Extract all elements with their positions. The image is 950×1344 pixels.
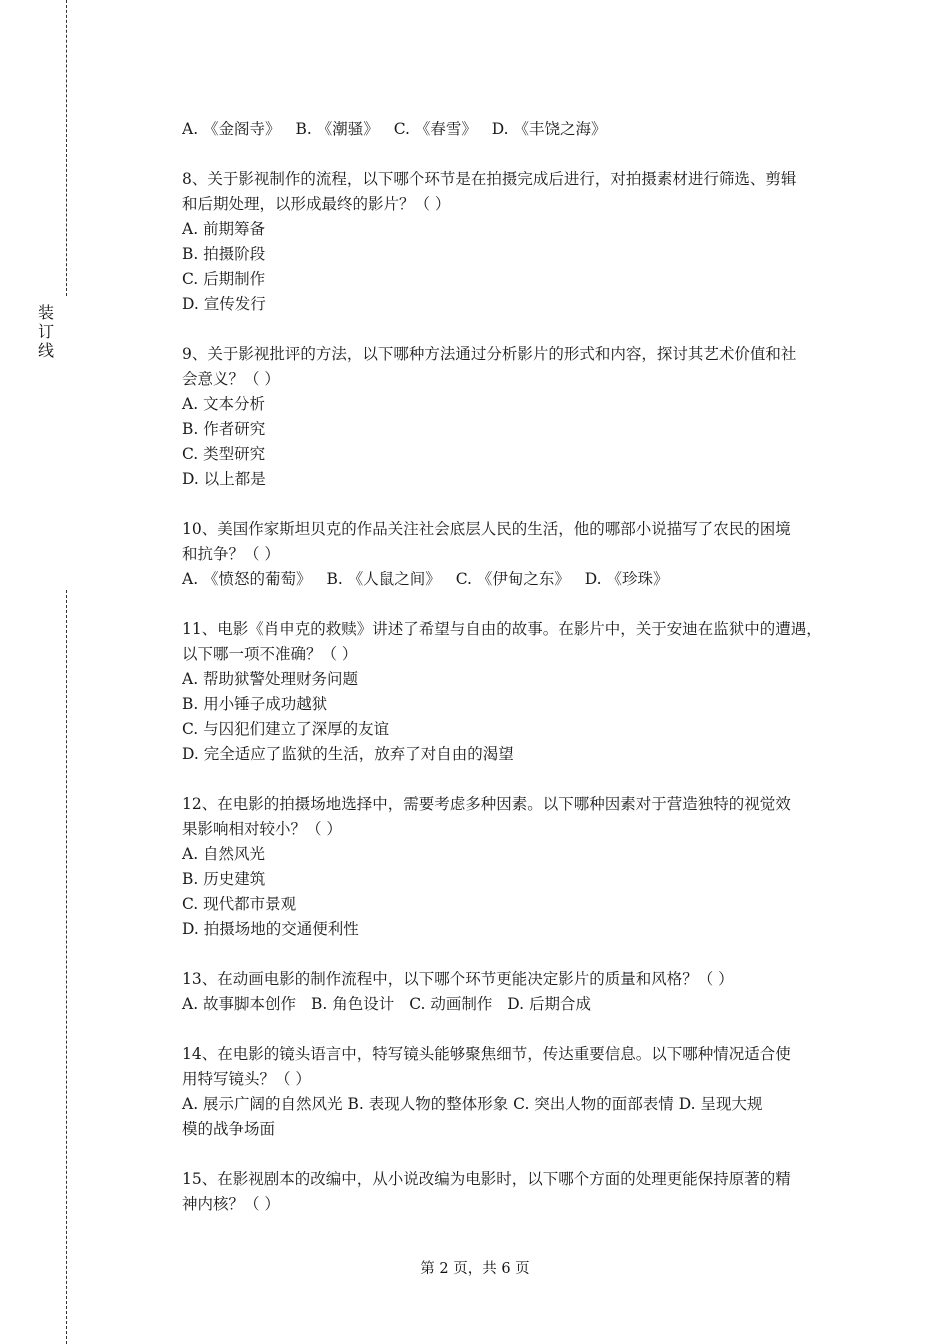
option-b: B. 历史建筑: [182, 870, 266, 888]
binding-label-char: 装: [37, 303, 54, 322]
question-15: [182, 1167, 847, 1217]
option-c: C. 类型研究: [182, 445, 266, 463]
question-9: [182, 342, 847, 492]
option-c: C. 现代都市景观: [182, 895, 297, 913]
page-footer: 第 2 页，共 6 页: [420, 1261, 530, 1277]
binding-dashed-line-top: [66, 0, 67, 296]
option-d: D. 完全适应了监狱的生活，放弃了对自由的渴望: [182, 745, 514, 763]
question-11: [182, 617, 847, 767]
option-b: B. 角色设计: [311, 995, 395, 1013]
options-line: 模的战争场面: [182, 1120, 276, 1138]
binding-label-char: 线: [37, 341, 54, 360]
question-text-line: 和抗争？（ ）: [182, 545, 280, 563]
question-13: [182, 967, 847, 1017]
inline-options: [182, 992, 847, 1017]
option-b: B. 作者研究: [182, 420, 266, 438]
question-text-line: 9、关于影视批评的方法，以下哪种方法通过分析影片的形式和内容，探讨其艺术价值和社: [182, 345, 797, 363]
question-8: [182, 167, 847, 317]
inline-options: [182, 117, 847, 142]
binding-label: [36, 303, 56, 360]
option-d: D. 《珍珠》: [584, 570, 669, 588]
question-text-line: 12、在电影的拍摄场地选择中，需要考虑多种因素。以下哪种因素对于营造独特的视觉效: [182, 795, 791, 813]
question-text-line: 和后期处理，以形成最终的影片？（ ）: [182, 195, 451, 213]
question-10: [182, 517, 847, 592]
option-a: A. 帮助狱警处理财务问题: [182, 670, 359, 688]
question-text-line: 以下哪一项不准确？（ ）: [182, 645, 358, 663]
question-14: [182, 1042, 847, 1142]
option-d: D. 《丰饶之海》: [491, 120, 607, 138]
question-text-line: 8、关于影视制作的流程，以下哪个环节是在拍摄完成后进行，对拍摄素材进行筛选、剪辑: [182, 170, 797, 188]
question-text-line: 15、在影视剧本的改编中，从小说改编为电影时，以下哪个方面的处理更能保持原著的精: [182, 1170, 791, 1188]
option-d: D. 后期合成: [507, 995, 592, 1013]
option-b: B. 用小锤子成功越狱: [182, 695, 328, 713]
inline-options: [182, 567, 847, 592]
option-c: C. 后期制作: [182, 270, 266, 288]
option-b: B. 拍摄阶段: [182, 245, 266, 263]
option-a: A. 自然风光: [182, 845, 266, 863]
option-c: C. 与囚犯们建立了深厚的友谊: [182, 720, 390, 738]
option-a: A. 文本分析: [182, 395, 266, 413]
question-text-line: 用特写镜头？（ ）: [182, 1070, 311, 1088]
question-text-line: 果影响相对较小？（ ）: [182, 820, 342, 838]
binding-dashed-line-bottom: [66, 590, 67, 1344]
question-text-line: 神内核？（ ）: [182, 1195, 280, 1213]
option-d: D. 以上都是: [182, 470, 266, 488]
option-a: A. 《愤怒的葡萄》: [182, 570, 312, 588]
option-a: A. 前期筹备: [182, 220, 266, 238]
option-a: A. 故事脚本创作: [182, 995, 297, 1013]
option-d: D. 拍摄场地的交通便利性: [182, 920, 359, 938]
binding-label-char: 订: [37, 322, 54, 341]
question-text-line: 14、在电影的镜头语言中，特写镜头能够聚焦细节，传达重要信息。以下哪种情况适合使: [182, 1045, 791, 1063]
question-7-options: [182, 117, 847, 142]
option-d: D. 宣传发行: [182, 295, 266, 313]
option-b: B. 《潮骚》: [295, 120, 379, 138]
question-text-line: 13、在动画电影的制作流程中，以下哪个环节更能决定影片的质量和风格？（ ）: [182, 970, 734, 988]
question-12: [182, 792, 847, 942]
question-text-line: 11、电影《肖申克的救赎》讲述了希望与自由的故事。在影片中，关于安迪在监狱中的遭遇，: [182, 620, 822, 638]
question-text-line: 会意义？（ ）: [182, 370, 280, 388]
option-a: A. 《金阁寺》: [182, 120, 281, 138]
options-line: A. 展示广阔的自然风光 B. 表现人物的整体形象 C. 突出人物的面部表情 D. 呈现大规: [182, 1095, 763, 1113]
option-c: C. 动画制作: [409, 995, 493, 1013]
option-b: B. 《人鼠之间》: [326, 570, 441, 588]
question-text-line: 10、美国作家斯坦贝克的作品关注社会底层人民的生活，他的哪部小说描写了农民的困境: [182, 520, 791, 538]
option-c: C. 《伊甸之东》: [455, 570, 570, 588]
exam-content: [182, 117, 847, 1217]
option-c: C. 《春雪》: [393, 120, 477, 138]
